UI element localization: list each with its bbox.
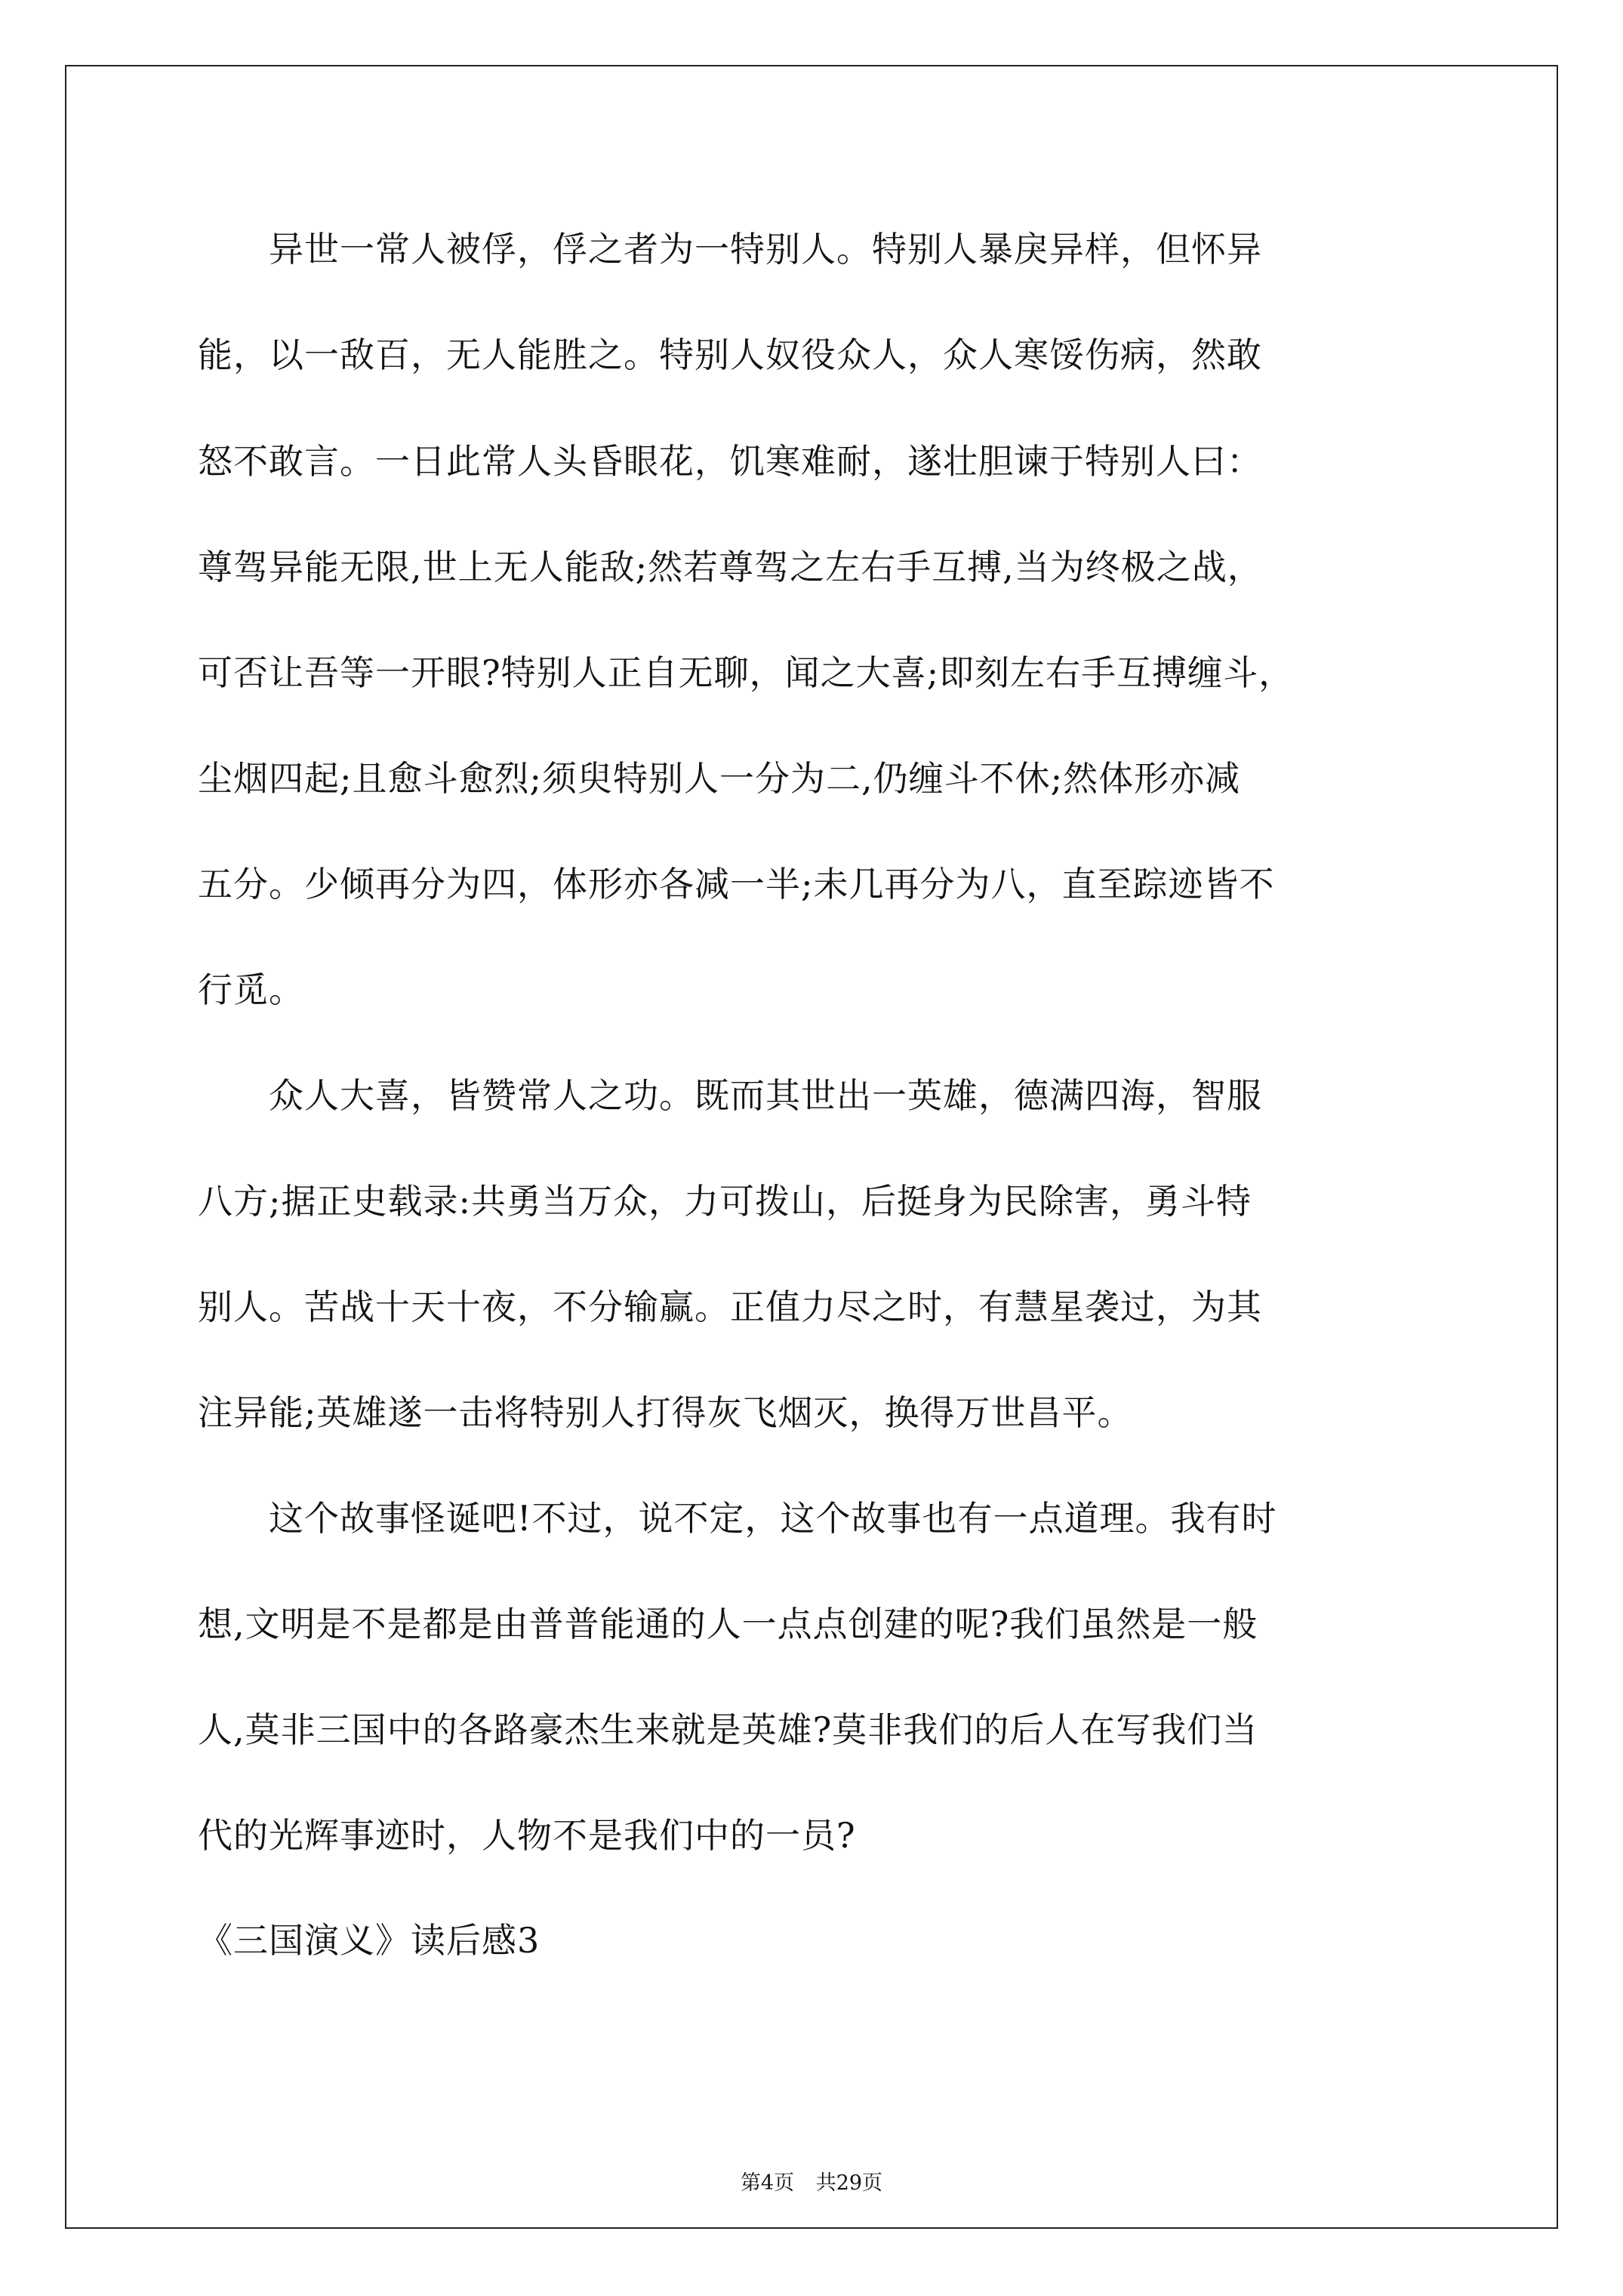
paragraph-2-line-4: 注异能;英雄遂一击将特别人打得灰飞烟灭，换得万世昌平。 [198, 1392, 1133, 1433]
paragraph-1-line-5: 可否让吾等一开眼?特别人正自无聊，闻之大喜;即刻左右手互搏缠斗， [198, 652, 1295, 693]
paragraph-2-line-1: 众人大喜，皆赞常人之功。既而其世出一英雄，德满四海，智服 [198, 1075, 1262, 1116]
paragraph-3-line-1: 这个故事怪诞吧!不过，说不定，这个故事也有一点道理。我有时 [198, 1498, 1277, 1539]
page-number: 第4页 [740, 2171, 795, 2195]
paragraph-1-line-2: 能，以一敌百，无人能胜之。特别人奴役众人，众人寒馁伤病，然敢 [198, 334, 1262, 375]
page-footer [0, 2171, 1623, 2196]
paragraph-2-line-2: 八方;据正史载录:共勇当万众，力可拨山，后挺身为民除害，勇斗特 [198, 1181, 1252, 1222]
page-border [65, 65, 1558, 2229]
paragraph-2-line-3: 别人。苦战十天十夜，不分输赢。正值力尽之时，有慧星袭过，为其 [198, 1287, 1262, 1327]
page-total: 共29页 [815, 2171, 883, 2195]
paragraph-1-line-8: 行觅。 [198, 969, 304, 1010]
paragraph-1-line-7: 五分。少倾再分为四，体形亦各减一半;未几再分为八，直至踪迹皆不 [198, 864, 1275, 905]
paragraph-3-line-2: 想,文明是不是都是由普普能通的人一点点创建的呢?我们虽然是一般 [198, 1604, 1258, 1644]
paragraph-3-line-4: 代的光辉事迹时，人物不是我们中的一员? [198, 1815, 856, 1856]
paragraph-3-line-3: 人,莫非三国中的各路豪杰生来就是英雄?莫非我们的后人在写我们当 [198, 1709, 1258, 1750]
paragraph-1-line-4: 尊驾异能无限,世上无人能敌;然若尊驾之左右手互搏,当为终极之战， [198, 547, 1263, 587]
section-heading: 《三国演义》读后感3 [198, 1920, 540, 1961]
paragraph-1-line-3: 怒不敢言。一日此常人头昏眼花，饥寒难耐，遂壮胆谏于特别人曰： [198, 441, 1262, 482]
paragraph-1-line-1: 异世一常人被俘，俘之者为一特别人。特别人暴戾异样，但怀异 [198, 229, 1262, 270]
paragraph-1-line-6: 尘烟四起;且愈斗愈烈;须臾特别人一分为二,仍缠斗不休;然体形亦减 [198, 758, 1241, 799]
